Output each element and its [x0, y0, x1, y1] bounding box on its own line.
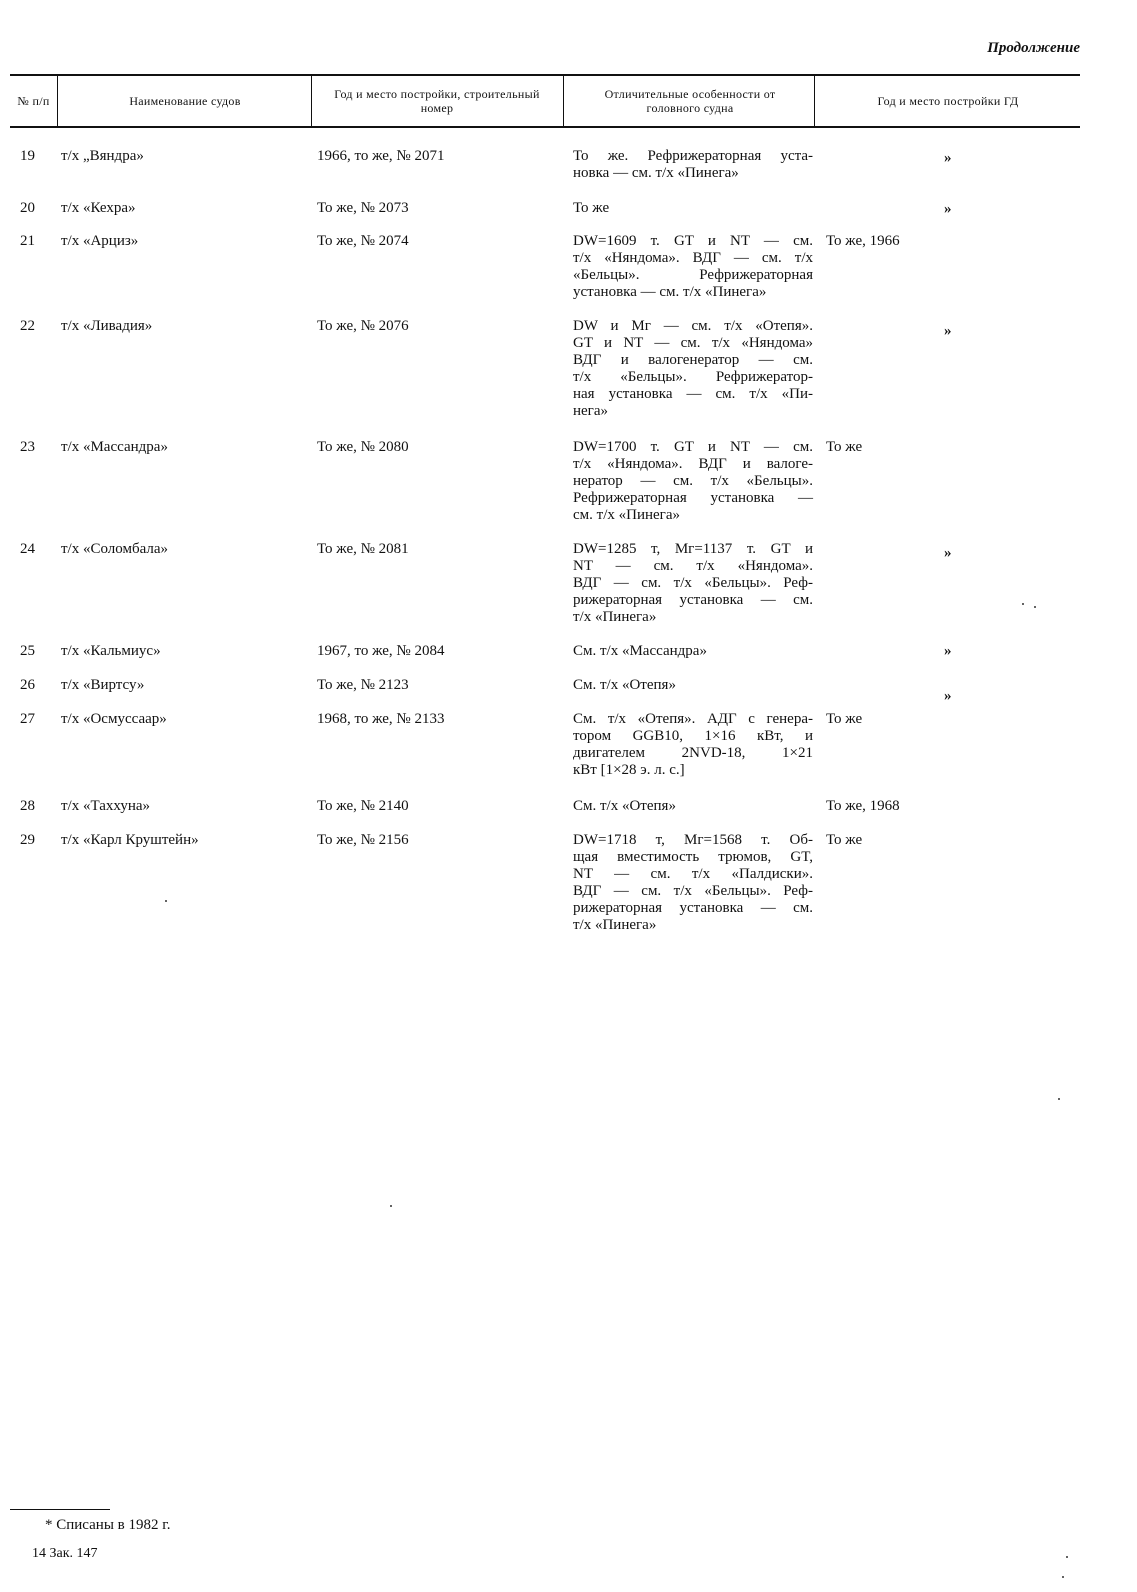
gd-build-info: То же	[826, 832, 863, 848]
col-sep-3	[563, 74, 564, 128]
features-cell	[573, 677, 813, 694]
ditto-mark: »	[944, 201, 952, 217]
features-line: двигателем 2NVD-18, 1×21	[573, 745, 813, 761]
vessel-name: т/х «Массандра»	[61, 439, 168, 455]
vessel-name: т/х «Ливадия»	[61, 318, 153, 334]
features-line: См. т/х «Массандра»	[573, 643, 707, 659]
build-year-place: То же, № 2123	[317, 677, 409, 693]
ditto-mark: »	[944, 688, 952, 704]
header-gd: Год и место постройки ГД	[877, 94, 1019, 108]
gd-build-info: То же	[826, 711, 863, 727]
features-line: ная установка — см. т/х «Пи-	[573, 386, 813, 402]
features-line: рижераторная установка — см.	[573, 900, 813, 916]
build-year-place: 1967, то же, № 2084	[317, 643, 445, 659]
features-line: т/х «Няндома». ВДГ — см. т/х	[573, 250, 813, 266]
features-line: рижераторная установка — см.	[573, 592, 813, 608]
header-features: Отличительные особенности от головного судна	[604, 87, 776, 115]
footnote: * Списаны в 1982 г.	[45, 1517, 171, 1533]
gd-build-info: То же, 1968	[826, 798, 900, 814]
ditto-mark: »	[944, 323, 952, 339]
row-number: 29	[20, 832, 35, 848]
features-cell	[573, 643, 813, 660]
vessel-name: т/х «Виртсу»	[61, 677, 145, 693]
row-number: 19	[20, 148, 35, 164]
features-line: DW=1285 т, Mг=1137 т. GT и	[573, 541, 813, 557]
footnote-rule	[10, 1509, 110, 1510]
features-line: NT — см. т/х «Палдиски».	[573, 866, 813, 882]
row-number: 24	[20, 541, 35, 557]
features-line: DW=1609 т. GT и NT — см.	[573, 233, 813, 249]
vessel-name: т/х «Кальмиус»	[61, 643, 161, 659]
features-cell	[573, 798, 813, 815]
ditto-mark: »	[944, 545, 952, 561]
col-sep-4	[814, 74, 815, 128]
scan-speck	[1066, 1556, 1068, 1558]
features-line: GT и NT — см. т/х «Няндома»	[573, 335, 813, 351]
features-line: DW и Mг — см. т/х «Отепя».	[573, 318, 813, 334]
table-header-bottom-rule	[10, 126, 1080, 128]
row-number: 23	[20, 439, 35, 455]
row-number: 20	[20, 200, 35, 216]
features-line: т/х «Пинега»	[573, 917, 657, 933]
features-line: новка — см. т/х «Пинега»	[573, 165, 739, 181]
features-line: DW=1718 т, Mг=1568 т. Об-	[573, 832, 813, 848]
col-sep-2	[311, 74, 312, 128]
features-line: нега»	[573, 403, 608, 419]
features-cell	[573, 541, 813, 626]
features-line: То же. Рефрижераторная уста-	[573, 148, 813, 164]
features-line: «Бельцы». Рефрижераторная	[573, 267, 813, 283]
features-line: т/х «Бельцы». Рефрижератор-	[573, 369, 813, 385]
build-year-place: 1968, то же, № 2133	[317, 711, 445, 727]
features-line: См. т/х «Отепя». АДГ с генера-	[573, 711, 813, 727]
scan-speck	[1034, 606, 1036, 608]
scan-speck	[165, 900, 167, 902]
features-line: NT — см. т/х «Няндома».	[573, 558, 813, 574]
features-cell	[573, 711, 813, 779]
header-num: № п/п	[17, 94, 50, 108]
vessel-name: т/х «Соломбала»	[61, 541, 169, 557]
ditto-mark: »	[944, 150, 952, 166]
features-line: т/х «Пинега»	[573, 609, 657, 625]
features-cell	[573, 318, 813, 420]
features-line: ВДГ и валогенератор — см.	[573, 352, 813, 368]
build-year-place: То же, № 2074	[317, 233, 409, 249]
build-year-place: То же, № 2080	[317, 439, 409, 455]
features-line: см. т/х «Пинега»	[573, 507, 680, 523]
features-cell	[573, 832, 813, 934]
header-name: Наименование судов	[129, 94, 241, 108]
row-number: 25	[20, 643, 35, 659]
vessel-name: т/х «Осмуссаар»	[61, 711, 167, 727]
vessel-name: т/х «Карл Круштейн»	[61, 832, 199, 848]
ditto-mark: »	[944, 643, 952, 659]
features-line: тором GGB10, 1×16 кВт, и	[573, 728, 813, 744]
vessel-name: т/х «Кехра»	[61, 200, 136, 216]
gd-build-info: То же, 1966	[826, 233, 900, 249]
scan-speck	[1062, 1576, 1064, 1578]
features-line: нератор — см. т/х «Бельцы».	[573, 473, 813, 489]
vessel-name: т/х «Таххуна»	[61, 798, 151, 814]
build-year-place: То же, № 2076	[317, 318, 409, 334]
features-line: ВДГ — см. т/х «Бельцы». Реф-	[573, 883, 813, 899]
page-info: 14 Зак. 147	[32, 1546, 98, 1561]
features-line: См. т/х «Отепя»	[573, 677, 676, 693]
scan-speck	[390, 1205, 392, 1207]
features-line: т/х «Няндома». ВДГ и валоге-	[573, 456, 813, 472]
features-line: То же	[573, 200, 610, 216]
features-line: кВт [1×28 э. л. с.]	[573, 762, 685, 778]
continuation-title: Продолжение	[987, 40, 1080, 56]
build-year-place: То же, № 2073	[317, 200, 409, 216]
build-year-place: То же, № 2140	[317, 798, 409, 814]
row-number: 27	[20, 711, 35, 727]
vessel-name: т/х «Арциз»	[61, 233, 139, 249]
features-line: DW=1700 т. GT и NT — см.	[573, 439, 813, 455]
row-number: 21	[20, 233, 35, 249]
scan-speck	[1022, 603, 1024, 605]
row-number: 26	[20, 677, 35, 693]
features-line: установка — см. т/х «Пинега»	[573, 284, 767, 300]
scan-speck	[1058, 1098, 1060, 1100]
row-number: 22	[20, 318, 35, 334]
row-number: 28	[20, 798, 35, 814]
features-line: Рефрижераторная установка —	[573, 490, 813, 506]
features-line: ВДГ — см. т/х «Бельцы». Реф-	[573, 575, 813, 591]
build-year-place: То же, № 2156	[317, 832, 409, 848]
features-cell	[573, 233, 813, 301]
features-line: щая вместимость трюмов, GT,	[573, 849, 813, 865]
features-cell	[573, 148, 813, 182]
build-year-place: То же, № 2081	[317, 541, 409, 557]
features-cell	[573, 200, 813, 217]
col-sep-1	[57, 74, 58, 128]
header-year-place: Год и место постройки, строительный номер	[334, 87, 540, 115]
gd-build-info: То же	[826, 439, 863, 455]
build-year-place: 1966, то же, № 2071	[317, 148, 445, 164]
vessel-name: т/х „Вяндра»	[61, 148, 144, 164]
features-cell	[573, 439, 813, 524]
features-line: См. т/х «Отепя»	[573, 798, 676, 814]
